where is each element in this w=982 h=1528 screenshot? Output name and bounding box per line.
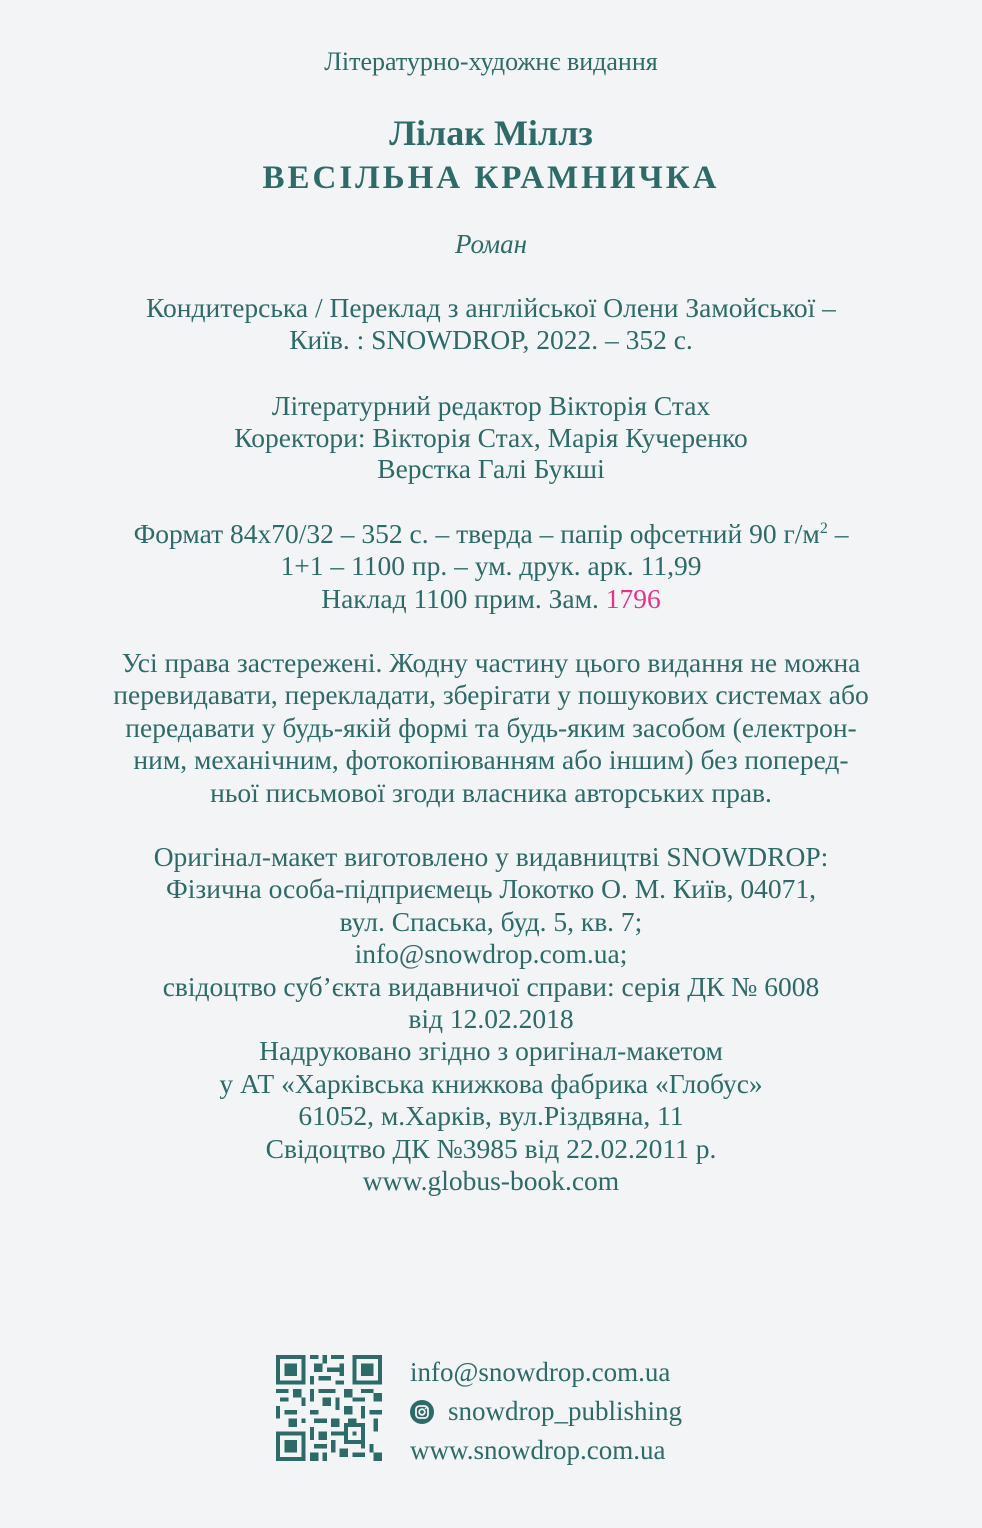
contact-footer <box>276 1353 736 1463</box>
rights-line: передавати у будь-якій формі та будь-яким засобом (електрон- <box>125 711 857 743</box>
publisher-block <box>0 841 982 1197</box>
contact-list <box>410 1353 736 1470</box>
imprint-line: Київ. : SNOWDROP, 2022. – 352 с. <box>289 324 693 356</box>
credits-line: Літературний редактор Вікторія Стах <box>271 390 711 421</box>
publisher-line: Оригінал-макет виготовлено у видавництві SNOWDROP: <box>153 841 829 872</box>
format-line: 1+1 – 1100 пр. – ум. друк. арк. 11,99 <box>280 550 702 582</box>
imprint-line: Кондитерська / Переклад з англійської Олени Замойської – <box>146 292 836 323</box>
credits-line: Верстка Галі Букші <box>377 453 605 484</box>
series-label: Літературно-художнє видання <box>324 47 658 76</box>
publisher-email[interactable]: info@snowdrop.com.ua; <box>354 938 628 970</box>
credits-line: Коректори: Вікторія Стах, Марія Кучеренко <box>234 421 748 453</box>
contact-instagram[interactable] <box>410 1392 736 1431</box>
format-tail: – <box>827 518 849 549</box>
print-run-text: Наклад 1100 прим. Зам. <box>321 582 606 614</box>
publisher-line: свідоцтво суб’єкта видавничої справи: серія ДК № 6008 <box>162 970 820 1002</box>
imprint-block <box>0 292 982 357</box>
book-title: ВЕСІЛЬНА КРАМНИЧКА <box>262 160 720 196</box>
format-line <box>0 583 982 615</box>
contact-website[interactable]: www.snowdrop.com.ua <box>410 1435 666 1465</box>
publisher-line: у АТ «Харківська книжкова фабрика «Глобус» <box>219 1067 763 1099</box>
format-text: Формат 84х70/32 – 352 с. – тверда – папір офсетний 90 г/м <box>133 518 820 549</box>
publisher-line: від 12.02.2018 <box>408 1003 574 1035</box>
instagram-icon <box>410 1400 434 1424</box>
rights-line: перевидавати, перекладати, зберігати у пошукових системах або <box>113 679 869 711</box>
contact-email[interactable]: info@snowdrop.com.ua <box>410 1357 671 1387</box>
rights-line: Усі права застережені. Жодну частину цього видання не можна <box>121 647 861 678</box>
rights-line: ним, механічним, фотокопіюванням або іншим) без поперед- <box>133 744 849 776</box>
publisher-line: вул. Спаська, буд. 5, кв. 7; <box>339 905 643 937</box>
rights-line: ньої письмової згоди власника авторських прав. <box>210 776 772 808</box>
instagram-handle: snowdrop_publishing <box>448 1396 683 1426</box>
format-superscript: 2 <box>819 520 828 537</box>
printer-website[interactable]: www.globus-book.com <box>362 1165 620 1197</box>
qr-code-icon[interactable] <box>276 1355 382 1461</box>
format-line <box>0 518 982 550</box>
credits-block <box>0 390 982 485</box>
publisher-line: Надруковано згідно з оригінал-макетом <box>259 1035 723 1067</box>
publisher-line: Свідоцтво ДК №3985 від 22.02.2011 р. <box>265 1132 717 1164</box>
publisher-line: Фізична особа-підприємець Локотко О. М. Київ, 04071, <box>166 873 816 905</box>
publisher-line: 61052, м.Харків, вул.Різдвяна, 11 <box>298 1100 684 1132</box>
rights-block <box>0 647 982 809</box>
order-number: 1796 <box>605 582 661 614</box>
author-name: Лілак Міллз <box>389 113 593 153</box>
genre-label: Роман <box>454 229 528 259</box>
format-block <box>0 518 982 615</box>
